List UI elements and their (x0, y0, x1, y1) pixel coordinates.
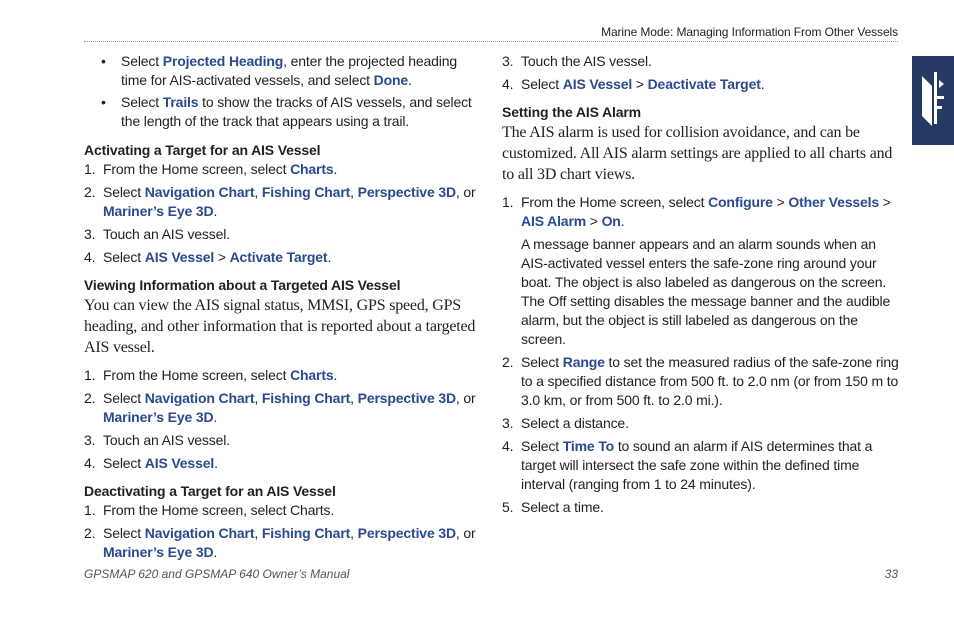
steps-activating (84, 160, 484, 267)
steps-alarm (502, 193, 902, 231)
list-item: 3. Touch an AIS vessel. (84, 226, 230, 242)
list-item: 3. Touch the AIS vessel. (502, 53, 652, 69)
viewing-intro: You can view the AIS signal status, MMSI, GPS speed, GPS heading, and other information that is reported about a targeted AIS vessel. (84, 297, 476, 356)
bullet-projected-heading: • Select Projected Heading, enter the projected heading time for AIS-activated vessels, and select Done. (84, 52, 484, 90)
list-item: 4. Select AIS Vessel > Deactivate Target. (502, 76, 765, 92)
page-number: 33 (884, 567, 898, 581)
marine-boat-icon (920, 70, 946, 130)
heading-viewing: Viewing Information about a Targeted AIS Vessel (84, 277, 401, 293)
footer-manual-title: GPSMAP 620 and GPSMAP 640 Owner’s Manual (84, 567, 350, 581)
projected-heading-option: Projected Heading (162, 53, 284, 69)
alarm-intro: The AIS alarm is used for collision avoidance, and can be customized. All AIS alarm settings are applied to all charts and to all 3D chart views. (502, 124, 893, 183)
list-item: 4. Select AIS Vessel. (84, 455, 218, 471)
list-item: 2. Select Range to set the measured radius of the safe-zone ring to a specified distance from 500 ft. to 2.0 nm (or from 150 m to 3.0 km, or from 500 ft. to 2.0 mi.). (502, 354, 899, 408)
steps-alarm-cont (502, 353, 902, 517)
list-item: 2. Select Navigation Chart, Fishing Chart, Perspective 3D, or Mariner’s Eye 3D. (84, 184, 476, 219)
list-item: 2. Select Navigation Chart, Fishing Chart, Perspective 3D, or Mariner’s Eye 3D. (84, 525, 476, 560)
alarm-step1-note: A message banner appears and an alarm sounds when an AIS-activated vessel enters the safe-zone ring around your boat. The object is also labeled as dangerous on the screen. The Off setting disables the message banner and the audible alarm, but the object is still labeled as dangerous on the screen. (521, 236, 891, 347)
steps-deactivating-cont (502, 52, 902, 94)
list-item: 2. Select Navigation Chart, Fishing Chart, Perspective 3D, or Mariner’s Eye 3D. (84, 390, 476, 425)
list-item: 5. Select a time. (502, 499, 604, 515)
right-column (502, 52, 902, 517)
list-item: 3. Select a distance. (502, 415, 629, 431)
list-item: 3. Touch an AIS vessel. (84, 432, 230, 448)
heading-deactivating: Deactivating a Target for an AIS Vessel (84, 483, 336, 499)
header-rule (84, 41, 898, 42)
option-bullets (84, 52, 484, 131)
list-item: 4. Select AIS Vessel > Activate Target. (84, 249, 332, 265)
steps-viewing (84, 366, 484, 473)
steps-deactivating (84, 501, 484, 562)
list-item: 4. Select Time To to sound an alarm if AIS determines that a target will intersect the safe zone within the defined time interval (ranging from 1 to 24 minutes). (502, 438, 873, 492)
list-item: 1. From the Home screen, select Configure > Other Vessels > AIS Alarm > On. (502, 194, 891, 229)
heading-activating: Activating a Target for an AIS Vessel (84, 142, 321, 158)
bullet-trails: • Select Trails to show the tracks of AIS vessels, and select the length of the track that appears using a trail. (84, 93, 484, 131)
section-tab (912, 56, 954, 145)
list-item: 1. From the Home screen, select Charts. (84, 367, 338, 383)
left-column (84, 52, 484, 562)
heading-ais-alarm: Setting the AIS Alarm (502, 104, 641, 120)
trails-option: Trails (162, 94, 199, 110)
list-item: 1. From the Home screen, select Charts. (84, 161, 338, 177)
done-option: Done (373, 72, 409, 88)
list-item: 1. From the Home screen, select Charts. (84, 502, 335, 518)
page-header: Marine Mode: Managing Information From Other Vessels (601, 25, 898, 39)
